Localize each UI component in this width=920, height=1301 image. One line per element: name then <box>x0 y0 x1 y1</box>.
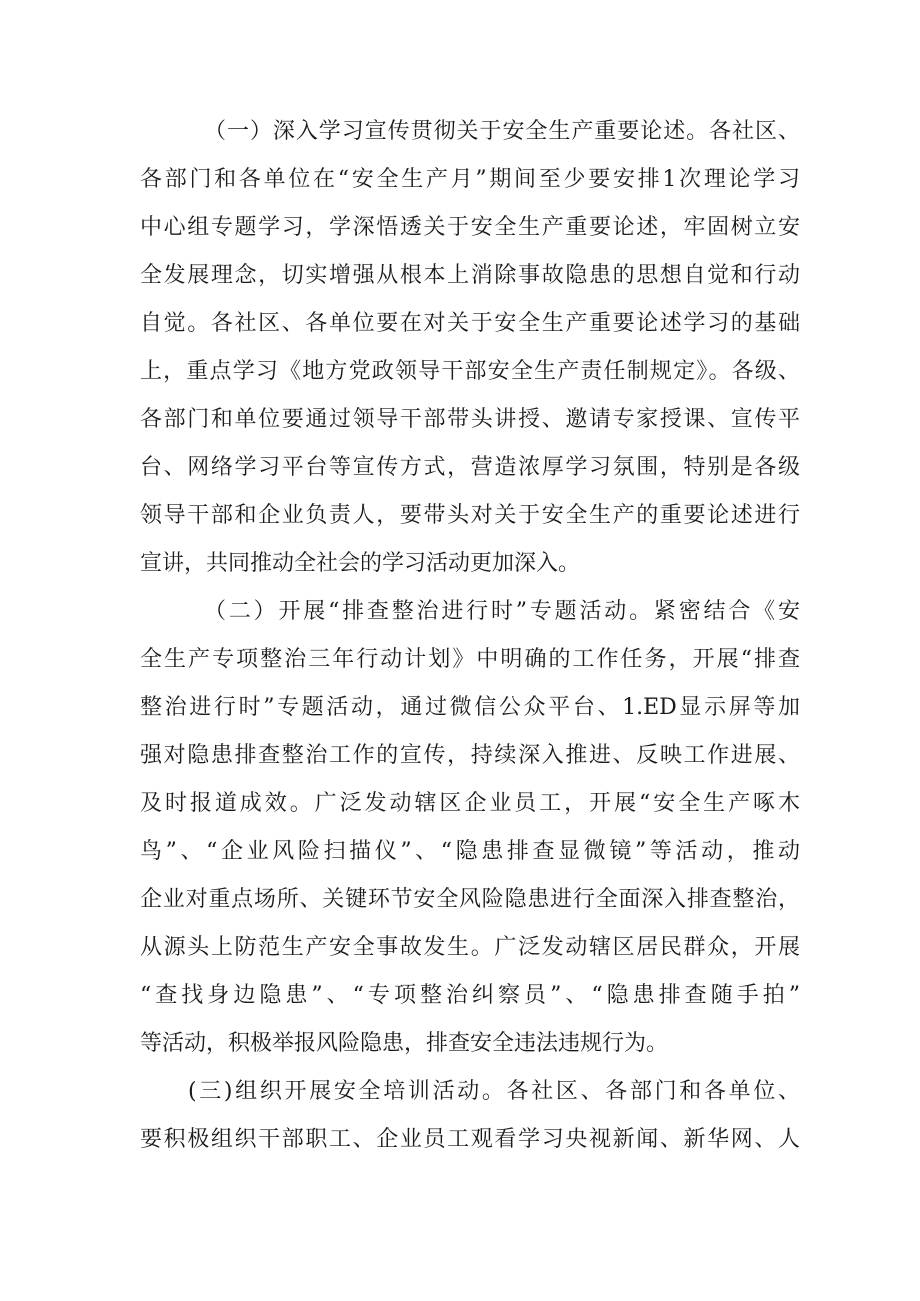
paragraph-line: 宣讲，共同推动全社会的学习活动更加深入。 <box>140 551 581 576</box>
paragraph-line: 鸟”、“企业风险扫描仪”、“隐患排查显微镜”等活动，推动 <box>140 839 800 864</box>
paragraph-line: 整治进行时”专题活动，通过微信公众平台、1.ED显示屏等加 <box>140 695 800 720</box>
paragraph-line: 及时报道成效。广泛发动辖区企业员工，开展“安全生产啄木 <box>140 791 800 816</box>
paragraph-line: 全生产专项整治三年行动计划》中明确的工作任务，开展“排查 <box>140 647 800 672</box>
paragraph-line: 要积极组织干部职工、企业员工观看学习央视新闻、新华网、人 <box>140 1127 800 1152</box>
paragraph-line: 领导干部和企业负责人，要带头对关于安全生产的重要论述进行 <box>140 503 800 528</box>
paragraph-line: 中心组专题学习，学深悟透关于安全生产重要论述，牢固树立安 <box>140 215 800 240</box>
paragraph-line: 强对隐患排查整治工作的宣传，持续深入推进、反映工作进展、 <box>140 743 800 768</box>
paragraph-line: (三)组织开展安全培训活动。各社区、各部门和各单位、 <box>188 1079 800 1104</box>
paragraph-line: 等活动，积极举报风险隐患，排查安全违法违规行为。 <box>140 1031 669 1056</box>
paragraph-3 <box>140 1068 800 1164</box>
paragraph-line: “查找身边隐患”、“专项整治纠察员”、“隐患排查随手拍” <box>140 983 800 1008</box>
paragraph-line: （二）开展“排查整治进行时”专题活动。紧密结合《安 <box>204 599 800 624</box>
paragraph-line: 从源头上防范生产安全事故发生。广泛发动辖区居民群众，开展 <box>140 935 800 960</box>
paragraph-line: 各部门和各单位在“安全生产月”期间至少要安排1次理论学习 <box>140 167 800 192</box>
paragraph-line: 全发展理念，切实增强从根本上消除事故隐患的思想自觉和行动 <box>140 263 800 288</box>
paragraph-2 <box>140 588 800 1068</box>
paragraph-line: 企业对重点场所、关键环节安全风险隐患进行全面深入排查整治， <box>140 887 800 912</box>
document-body <box>140 108 800 1164</box>
paragraph-1 <box>140 108 800 588</box>
paragraph-line: 自觉。各社区、各单位要在对关于安全生产重要论述学习的基础 <box>140 311 800 336</box>
paragraph-line: 台、网络学习平台等宣传方式，营造浓厚学习氛围，特别是各级 <box>140 455 800 480</box>
paragraph-line: 各部门和单位要通过领导干部带头讲授、邀请专家授课、宣传平 <box>140 407 800 432</box>
paragraph-line: （一）深入学习宣传贯彻关于安全生产重要论述。各社区、 <box>204 119 800 144</box>
paragraph-line: 上，重点学习《地方党政领导干部安全生产责任制规定》。各级、 <box>140 359 800 384</box>
